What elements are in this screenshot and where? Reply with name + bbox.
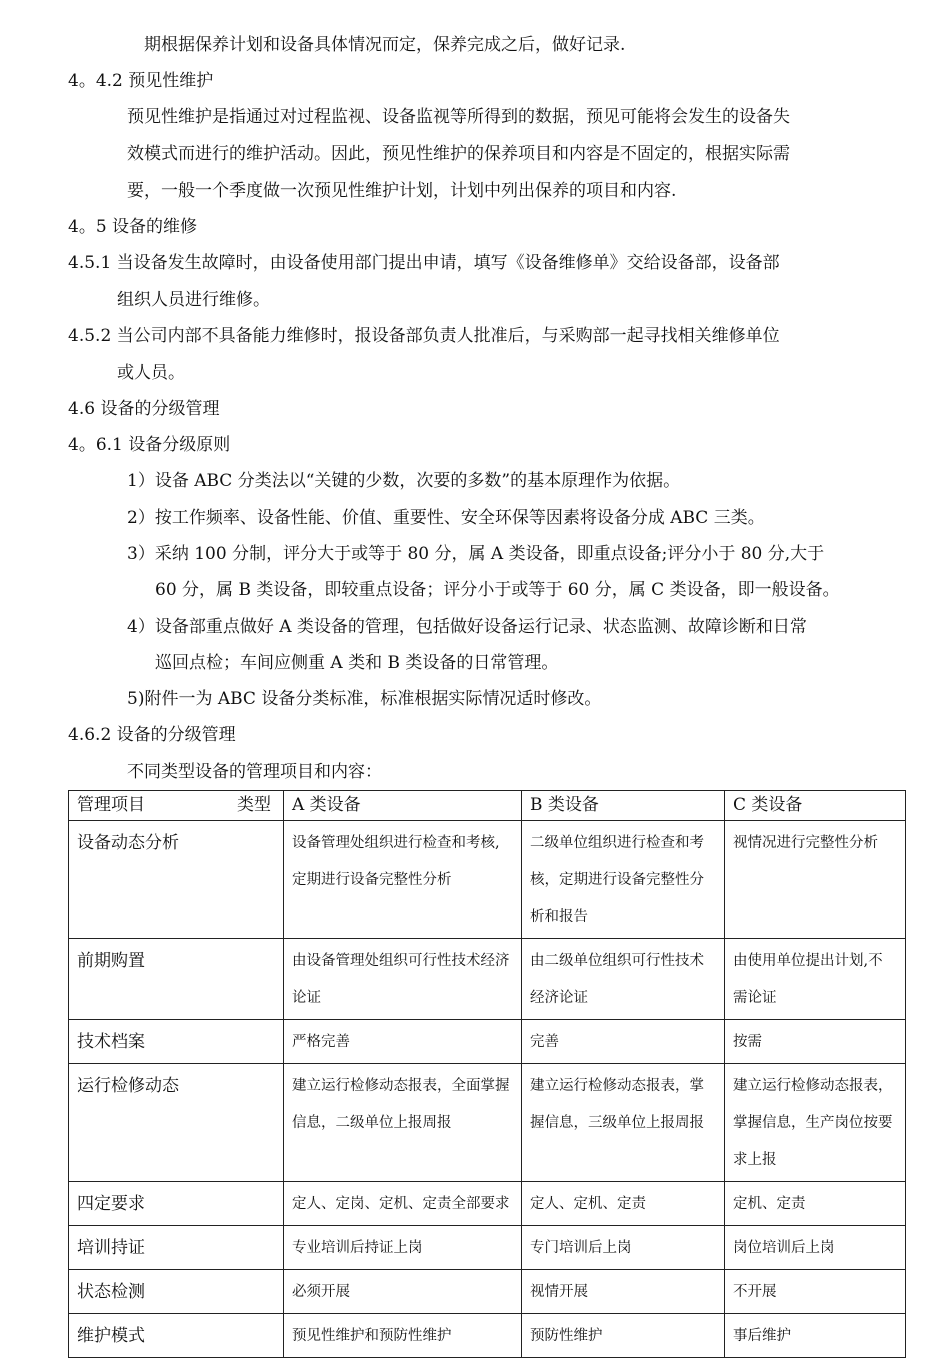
cell-class-c: 建立运行检修动态报表，掌握信息，生产岗位按要求上报: [725, 1064, 906, 1182]
table-row: [69, 1020, 906, 1064]
cell-class-b: 由二级单位组织可行性技术经济论证: [522, 939, 725, 1020]
cell-class-a: 建立运行检修动态报表，全面掌握信息，二级单位上报周报: [284, 1064, 522, 1182]
list-item: 5)附件一为 ABC 设备分类标准，标准根据实际情况适时修改。: [127, 689, 602, 709]
section-heading: 4。6.1 设备分级原则: [68, 435, 231, 455]
text-line: 4.5.2 当公司内部不具备能力维修时，报设备部负责人批准后，与采购部一起寻找相关维修单位: [68, 326, 780, 346]
cell-class-c: 岗位培训后上岗: [725, 1226, 906, 1270]
header-class-b: B 类设备: [522, 791, 725, 821]
list-item-continued: 60 分，属 B 类设备，即较重点设备；评分小于或等于 60 分，属 C 类设备，即一般设备。: [155, 580, 840, 600]
header-class-a: A 类设备: [284, 791, 522, 821]
cell-class-c: 由使用单位提出计划,不需论证: [725, 939, 906, 1020]
cell-class-c: 定机、定责: [725, 1182, 906, 1226]
cell-class-a: 专业培训后持证上岗: [284, 1226, 522, 1270]
text-line: 期根据保养计划和设备具体情况而定，保养完成之后，做好记录.: [144, 35, 626, 55]
row-item-label: 前期购置: [69, 939, 284, 1020]
cell-class-a: 严格完善: [284, 1020, 522, 1064]
cell-class-a: 预见性维护和预防性维护: [284, 1314, 522, 1358]
section-heading: 4.6 设备的分级管理: [68, 399, 220, 419]
equipment-class-table: [68, 790, 906, 1358]
section-heading: 4。4.2 预见性维护: [68, 71, 214, 91]
text-line: 预见性维护是指通过对过程监视、设备监视等所得到的数据，预见可能将会发生的设备失: [127, 107, 790, 127]
list-item: 1）设备 ABC 分类法以“关键的少数，次要的多数”的基本原理作为依据。: [127, 471, 681, 491]
list-item: 4）设备部重点做好 A 类设备的管理，包括做好设备运行记录、状态监测、故障诊断和日常: [127, 617, 807, 637]
cell-class-b: 预防性维护: [522, 1314, 725, 1358]
list-item: 3）采纳 100 分制，评分大于或等于 80 分，属 A 类设备，即重点设备;评分小于 80 分,大于: [127, 544, 825, 564]
cell-class-a: 设备管理处组织进行检查和考核,定期进行设备完整性分析: [284, 821, 522, 939]
cell-class-b: 视情开展: [522, 1270, 725, 1314]
cell-class-a: 定人、定岗、定机、定责全部要求: [284, 1182, 522, 1226]
cell-class-a: 必须开展: [284, 1270, 522, 1314]
cell-class-c: 视情况进行完整性分析: [725, 821, 906, 939]
text-line: 要，一般一个季度做一次预见性维护计划，计划中列出保养的项目和内容.: [127, 181, 677, 201]
row-item-label: 培训持证: [69, 1226, 284, 1270]
text-line: 4.5.1 当设备发生故障时，由设备使用部门提出申请，填写《设备维修单》交给设备部，设备部: [68, 253, 780, 273]
header-item-type-cell: [69, 791, 284, 821]
text-line: 组织人员进行维修。: [117, 290, 270, 310]
text-line: 或人员。: [117, 363, 185, 383]
cell-class-b: 专门培训后上岗: [522, 1226, 725, 1270]
table-row: [69, 1314, 906, 1358]
table-row: [69, 821, 906, 939]
row-item-label: 运行检修动态: [69, 1064, 284, 1182]
row-item-label: 四定要求: [69, 1182, 284, 1226]
row-item-label: 状态检测: [69, 1270, 284, 1314]
cell-class-c: 不开展: [725, 1270, 906, 1314]
cell-class-b: 建立运行检修动态报表，掌握信息，三级单位上报周报: [522, 1064, 725, 1182]
table-header-row: [69, 791, 906, 821]
cell-class-c: 按需: [725, 1020, 906, 1064]
table-row: [69, 939, 906, 1020]
section-heading: 4。5 设备的维修: [68, 217, 198, 237]
cell-class-c: 事后维护: [725, 1314, 906, 1358]
table-row: [69, 1226, 906, 1270]
row-item-label: 设备动态分析: [69, 821, 284, 939]
cell-class-b: 定人、定机、定责: [522, 1182, 725, 1226]
cell-class-a: 由设备管理处组织可行性技术经济论证: [284, 939, 522, 1020]
cell-class-b: 完善: [522, 1020, 725, 1064]
row-item-label: 技术档案: [69, 1020, 284, 1064]
header-item-label: 管理项目: [77, 795, 145, 815]
section-heading: 4.6.2 设备的分级管理: [68, 725, 236, 745]
table-caption: 不同类型设备的管理项目和内容：: [127, 762, 382, 782]
cell-class-b: 二级单位组织进行检查和考核，定期进行设备完整性分析和报告: [522, 821, 725, 939]
table-row: [69, 1064, 906, 1182]
table-row: [69, 1182, 906, 1226]
list-item: 2）按工作频率、设备性能、价值、重要性、安全环保等因素将设备分成 ABC 三类。: [127, 508, 765, 528]
text-line: 效模式而进行的维护活动。因此，预见性维护的保养项目和内容是不固定的，根据实际需: [127, 144, 790, 164]
row-item-label: 维护模式: [69, 1314, 284, 1358]
table-row: [69, 1270, 906, 1314]
header-class-c: C 类设备: [725, 791, 906, 821]
header-type-label: 类型: [237, 795, 271, 815]
list-item-continued: 巡回点检；车间应侧重 A 类和 B 类设备的日常管理。: [155, 653, 559, 673]
